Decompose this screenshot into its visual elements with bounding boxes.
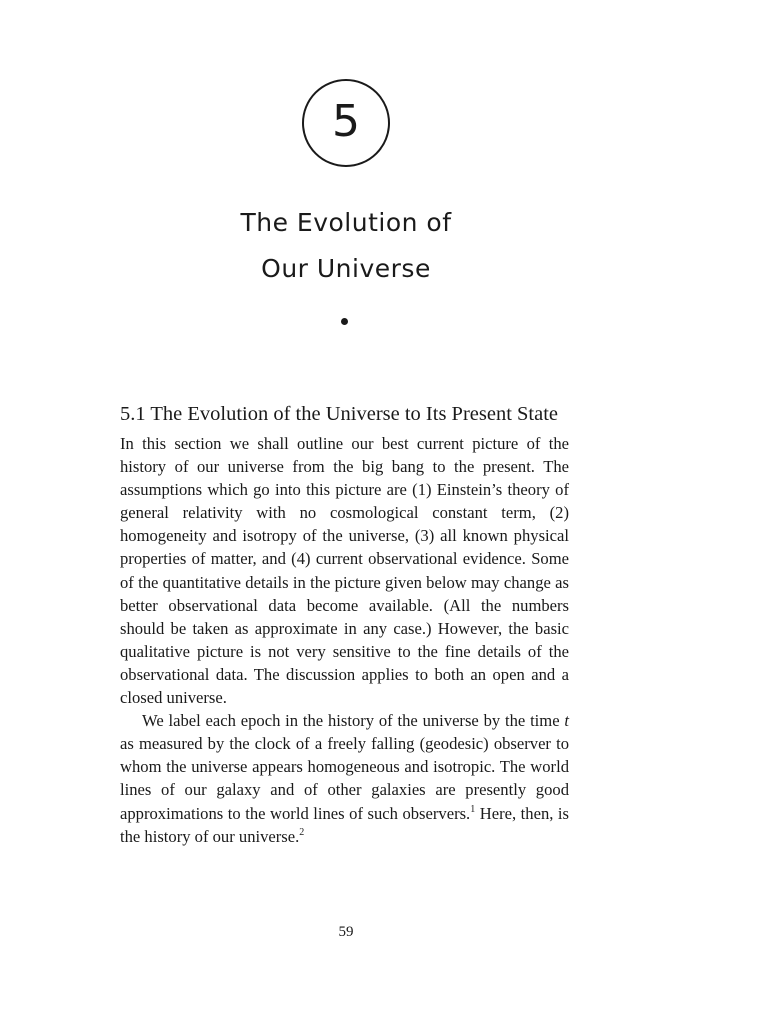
footnote-marker-1[interactable]: 1 — [470, 803, 476, 815]
body-text — [120, 432, 569, 848]
chapter-title-line-2: Our Universe — [261, 254, 431, 283]
paragraph-2-text-c: Here, then, is the history of our universe. — [120, 803, 570, 846]
paragraph-2-text-b: as measured by the clock of a freely falling (geodesic) observer to whom the universe appears homogeneous and isotropic. The world lines of our galaxy and of other galaxies are presently good approximations to the world lines of such observers. — [120, 734, 569, 823]
chapter-title-line-1: The Evolution of — [240, 208, 452, 237]
paragraph-2 — [120, 709, 569, 848]
chapter-number: 5 — [332, 96, 360, 147]
chapter-number-circle — [302, 79, 390, 167]
paragraph-2-text-a: We label each epoch in the history of the universe by the time — [142, 711, 565, 731]
footnote-marker-2[interactable]: 2 — [299, 826, 305, 838]
time-symbol: t — [564, 711, 569, 731]
section-heading: 5.1 The Evolution of the Universe to Its Present State — [120, 403, 559, 425]
ornament-bullet — [341, 318, 348, 325]
page-number: 59 — [338, 924, 354, 940]
paragraph-1: In this section we shall outline our best current picture of the history of our universe from the big bang to the present. The assumptions which go into this picture are (1) Einstein’s theory of general relativity with no cosmological constant term, (2) homogeneity and isotropy of the universe, (3) all known physical properties of matter, and (4) current observational evidence. Some of the quantitative details in the picture given below may change as better observational data become available. (All the numbers should be taken as approximate in any case.) However, the basic qualitative picture is not very sensitive to the fine details of the observational data. The discussion applies to both an open and a closed universe. — [120, 434, 569, 708]
